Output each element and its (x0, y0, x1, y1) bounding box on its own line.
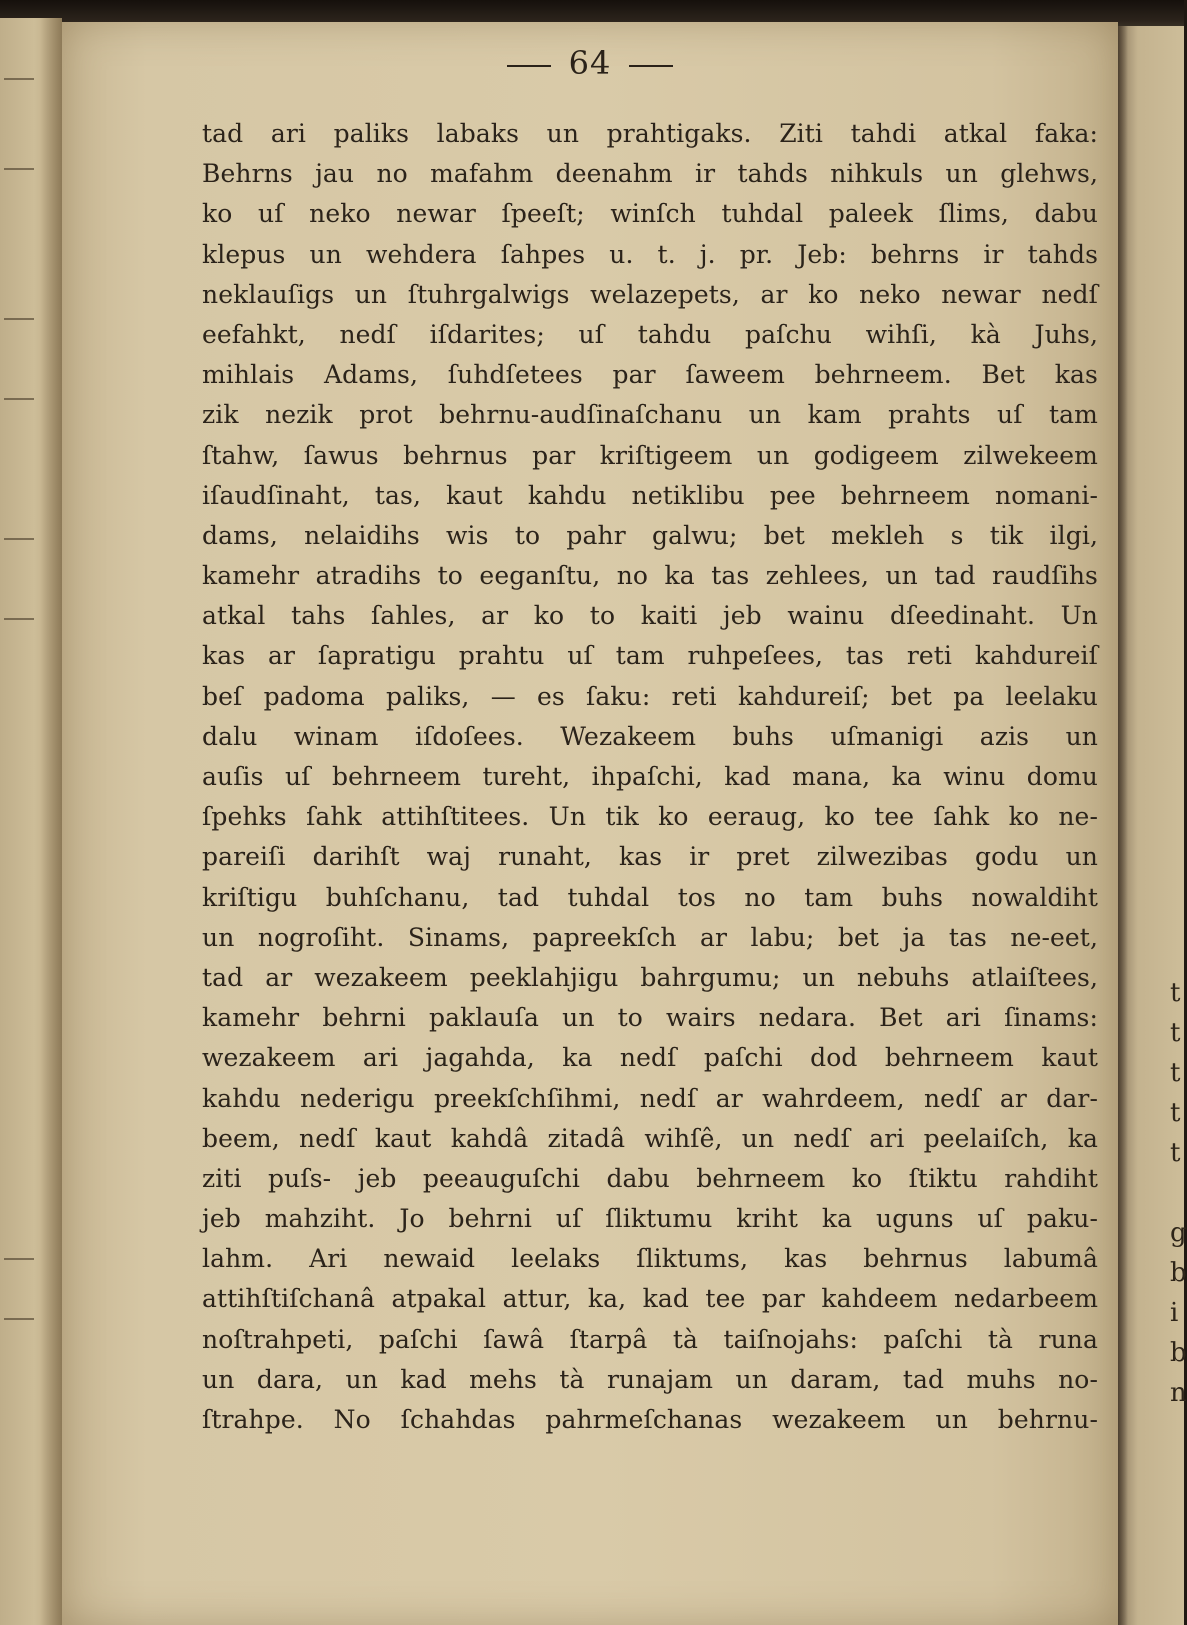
right-page-letter: t (1170, 978, 1181, 1008)
page-number (62, 44, 1118, 82)
right-page-letter: g (1170, 1218, 1187, 1248)
text-line: dalu winam iſdoſees. Wezakeem buhs uſmanigi azis un (202, 721, 1098, 751)
page-number-dash (629, 65, 673, 67)
text-line: un nogroſiht. Sinams, papreekſch ar labu; bet ja tas ne-eet, (202, 922, 1098, 952)
text-line: klepus un wehdera ſahpes u. t. j. pr. Jeb: behrns ir tahds (202, 239, 1098, 269)
left-page-bleed-mark (4, 618, 34, 620)
right-page-letter: t (1170, 1058, 1181, 1088)
book-page (62, 22, 1118, 1625)
page-number-value: 64 (568, 44, 612, 82)
text-line: kamehr behrni paklauſa un to wairs nedara. Bet ari ſinams: (202, 1003, 1098, 1033)
text-line: un dara, un kad mehs tà runajam un daram, tad muhs no- (202, 1364, 1098, 1394)
right-page-letter: b (1170, 1338, 1187, 1368)
left-page-bleed-mark (4, 318, 34, 320)
left-page-bleed-mark (4, 78, 34, 80)
text-line: zik nezik prot behrnu-audſinaſchanu un kam prahts uſ tam (202, 400, 1098, 430)
text-line: ſtahw, ſawus behrnus par kriſtigeem un godigeem zilwekeem (202, 440, 1098, 470)
text-line: jeb mahziht. Jo behrni uſ ſliktumu kriht ka uguns uſ paku- (202, 1204, 1098, 1234)
text-line: neklauſigs un ſtuhrgalwigs welazepets, ar ko neko newar nedſ (202, 279, 1098, 309)
text-line: auſis uſ behrneem tureht, ihpaſchi, kad mana, ka winu domu (202, 762, 1098, 791)
text-line: eefahkt, nedſ iſdarites; uſ tahdu paſchu wihſi, kà Juhs, (202, 319, 1098, 349)
right-gutter-shadow (1118, 26, 1128, 1625)
right-page-letter: t (1170, 1018, 1181, 1048)
left-page-edge (0, 18, 62, 1625)
left-page-bleed-mark (4, 398, 34, 400)
text-line: dams, nelaidihs wis to pahr galwu; bet mekleh s tik ilgi, (202, 520, 1098, 550)
text-line: tad ari paliks labaks un prahtigaks. Ziti tahdi atkal faka: (202, 119, 1098, 148)
text-line: ſtrahpe. No ſchahdas pahrmeſchanas wezakeem un behrnu- (202, 1405, 1098, 1434)
right-page-edge (1118, 26, 1187, 1625)
left-page-bleed-mark (4, 168, 34, 170)
text-line: kamehr atradihs to eeganſtu, no ka tas zehlees, un tad raudſihs (202, 561, 1098, 591)
text-line: iſaudſinaht, tas, kaut kahdu netiklibu pee behrneem nomani- (202, 480, 1098, 510)
text-line: lahm. Ari newaid leelaks ſliktums, kas behrnus labumâ (202, 1244, 1098, 1274)
text-line: kahdu nederigu preekſchſihmi, nedſ ar wahrdeem, nedſ ar dar- (202, 1083, 1098, 1113)
left-page-bleed-mark (4, 1258, 34, 1260)
left-page-bleed-mark (4, 1318, 34, 1320)
text-line: ko uſ neko newar ſpeeſt; winſch tuhdal paleek ſlims, dabu (202, 199, 1098, 229)
text-line: beſ padoma paliks, — es ſaku: reti kahdureiſ; bet pa leelaku (202, 681, 1098, 711)
page-text (202, 114, 1098, 1440)
text-line: attihſtiſchanâ atpakal attur, ka, kad tee par kahdeem nedarbeem (202, 1284, 1098, 1314)
text-line: wezakeem ari jagahda, ka nedſ paſchi dod behrneem kaut (202, 1043, 1098, 1073)
right-page-letter: t (1170, 1098, 1181, 1128)
text-line: kriſtigu buhſchanu, tad tuhdal tos no tam buhs nowaldiht (202, 882, 1098, 912)
text-line: mihlais Adams, ſuhdſetees par ſaweem behrneem. Bet kas (202, 360, 1098, 390)
text-line: tad ar wezakeem peeklahjigu bahrgumu; un nebuhs atlaiſtees, (202, 962, 1098, 992)
left-gutter-shadow (40, 18, 62, 1625)
right-page-letter: n (1170, 1378, 1187, 1408)
text-line: pareiſi darihſt waj runaht, kas ir pret zilwezibas godu un (202, 842, 1098, 872)
text-line: beem, nedſ kaut kahdâ zitadâ wihſê, un nedſ ari peelaiſch, ka (202, 1123, 1098, 1153)
page-number-dash (507, 65, 551, 67)
right-page-letter: b (1170, 1258, 1187, 1288)
left-page-bleed-mark (4, 538, 34, 540)
right-page-letter: t (1170, 1138, 1181, 1168)
text-line: ſpehks ſahk attihſtitees. Un tik ko eeraug, ko tee ſahk ko ne- (202, 802, 1098, 832)
right-page-letter: i (1170, 1298, 1179, 1328)
text-line: kas ar ſapratigu prahtu uſ tam ruhpeſees, tas reti kahdureiſ (202, 641, 1098, 671)
text-line: atkal tahs ſahles, ar ko to kaiti jeb wainu dſeedinaht. Un (202, 601, 1098, 631)
text-line: Behrns jau no mafahm deenahm ir tahds nihkuls un glehws, (202, 159, 1098, 189)
text-line: ziti puſs- jeb peeauguſchi dabu behrneem ko ſtiktu rahdiht (202, 1163, 1098, 1193)
text-line: noſtrahpeti, paſchi ſawâ ſtarpâ tà taiſnojahs: paſchi tà runa (202, 1324, 1098, 1354)
